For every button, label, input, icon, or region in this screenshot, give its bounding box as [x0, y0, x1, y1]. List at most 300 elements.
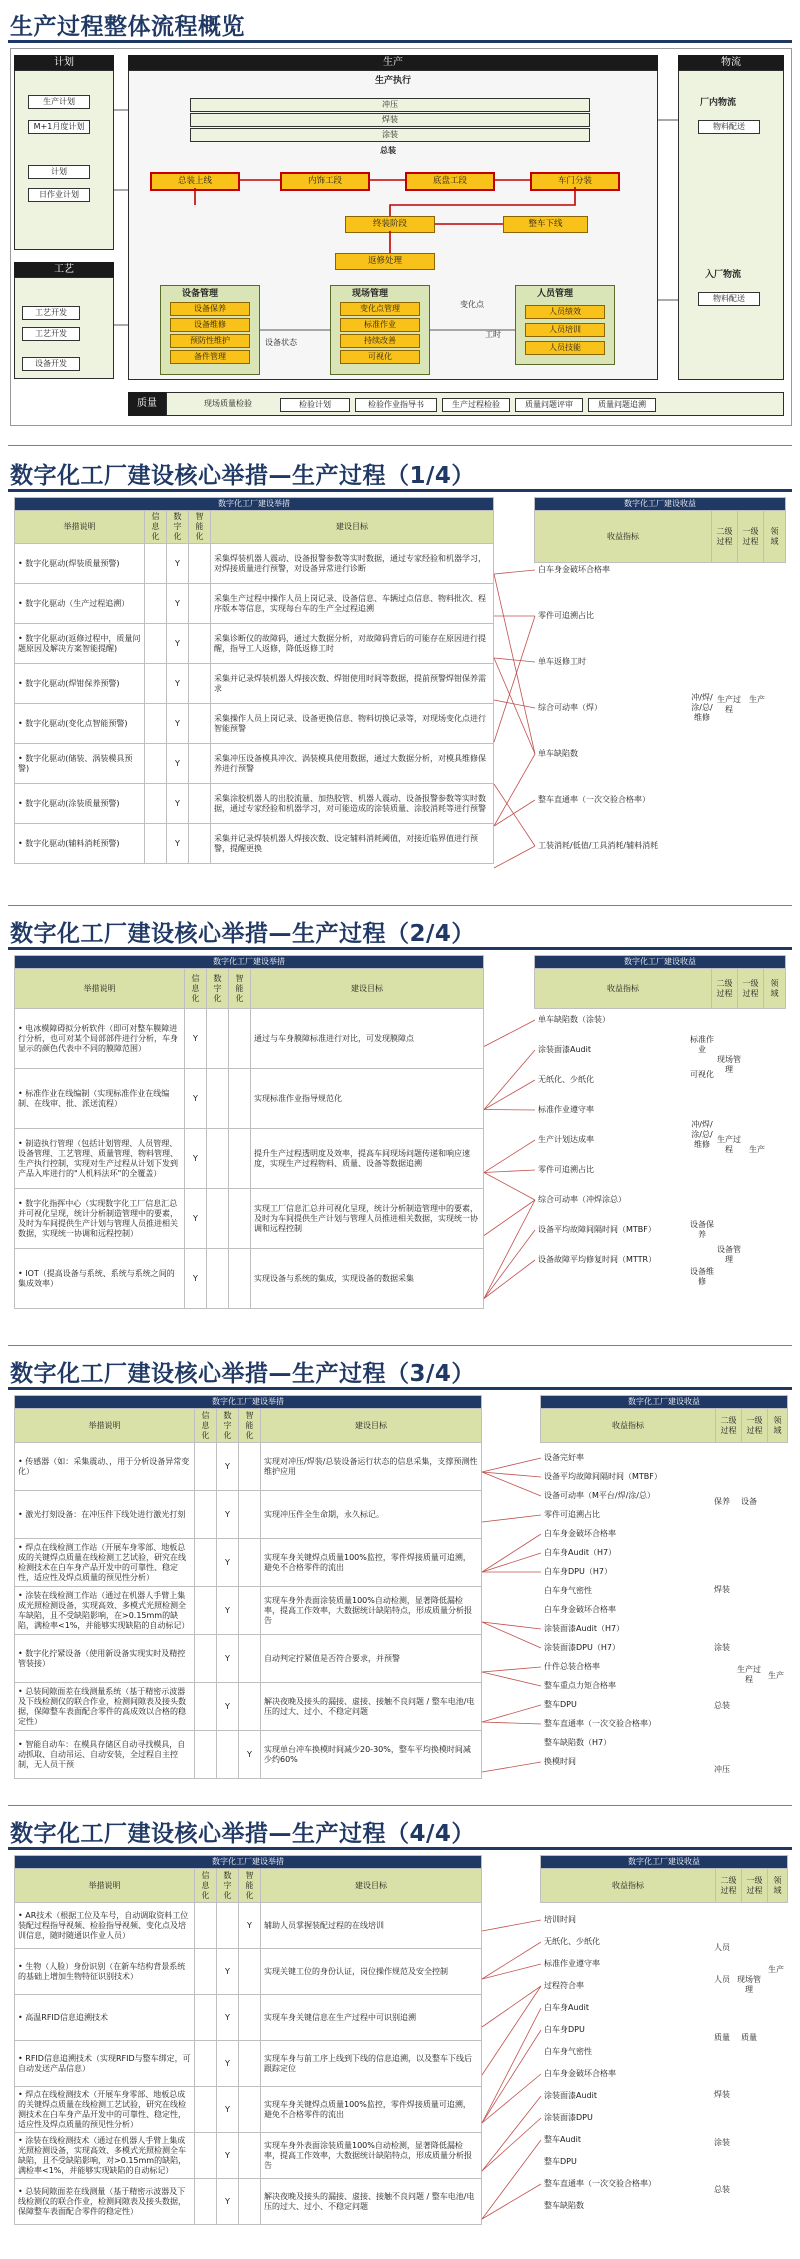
cell-desc: • 生物（人脸）身份识别（在新车结构背景系统的基础上增加生物特征识别技术）	[15, 1949, 195, 1995]
link-arrow	[484, 1110, 535, 1111]
p1-col-benefit: 收益指标	[535, 511, 712, 563]
cell-s	[189, 664, 211, 704]
craft-item-dev: 工艺开发	[22, 306, 80, 320]
cell-i	[195, 2133, 217, 2179]
table-row	[15, 824, 494, 864]
table-row	[15, 2133, 482, 2179]
p4-col-info: 信息化	[195, 1869, 217, 1903]
p1-col-l2: 二级过程	[712, 511, 738, 563]
cell-d: Y	[217, 2041, 239, 2087]
p4-col-digital: 数字化	[217, 1869, 239, 1903]
cell-goal: 实现车身关键焊点质量100%监控，零件焊接质量可追溯，避免不合格零件的流出	[261, 2087, 482, 2133]
cell-goal: 实现对冲压/焊装/总装设备运行状态的信息采集，支撑预测性维护应用	[261, 1443, 482, 1491]
cell-i	[145, 624, 167, 664]
p3-col-desc: 举措说明	[15, 1409, 195, 1443]
assembly-repair: 返修处理	[335, 253, 435, 270]
cell-i	[145, 544, 167, 584]
p4-measures-head: 数字化工厂建设举措	[15, 1856, 482, 1869]
cell-i	[195, 1731, 217, 1779]
cell-desc: • 传感器（如：采集震动、，用于分析设备异常变化）	[15, 1443, 195, 1491]
table-row	[15, 544, 494, 584]
link-arrow	[484, 1080, 535, 1110]
cell-goal: 解决夜晚及接头的漏接、虚接、接触不良问题 / 整车电池/电压的过大、过小、不稳定问题	[261, 1683, 482, 1731]
p1-l2: 冲/焊/涂/总/维修	[691, 693, 713, 722]
benefit-item: 设备完好率	[544, 1453, 584, 1462]
p1-benefits-table	[534, 497, 786, 563]
p4-l1-0: 人员	[714, 1975, 730, 1984]
cell-d: Y	[167, 584, 189, 624]
table-row	[15, 784, 494, 824]
cell-d: Y	[167, 624, 189, 664]
p2-col-info: 信息化	[185, 969, 207, 1009]
p1-col-goal: 建设目标	[211, 511, 494, 544]
benefit-item: 零件可追溯占比	[544, 1510, 600, 1519]
p4-col-domain: 领域	[768, 1869, 788, 1903]
cell-d	[217, 1903, 239, 1949]
page-title: 生产过程整体流程概览	[10, 14, 245, 40]
benefit-item: 白车身Audit	[544, 2003, 589, 2012]
section-p2	[0, 905, 800, 1345]
link-arrow	[494, 616, 535, 742]
cell-d	[207, 1249, 229, 1309]
cell-desc: • 涂装在线检测技术（通过在机器人手臂上集成光照检测设备，实现高效、多模式光照检测全车缺陷，且不受缺陷影响，对>0.15mm的缺陷，满检率<1%，并能够实现缺陷的自动标记）	[15, 2133, 195, 2179]
benefit-item: 设备可动率（M平台/焊/涂/总）	[544, 1491, 655, 1500]
cell-i	[195, 1443, 217, 1491]
craft-item-equip: 设备开发	[22, 357, 80, 371]
link-arrow	[482, 1534, 541, 1572]
quality-header: 质量	[128, 392, 166, 416]
link-arrow	[484, 1230, 535, 1299]
cell-desc: • 数字化驱动(焊钳保养预警)	[15, 664, 145, 704]
link-arrow	[482, 2096, 541, 2171]
p3-l2-0: 保养	[714, 1497, 730, 1506]
cell-desc: • 数字化驱动（生产过程追溯）	[15, 584, 145, 624]
people-item-perf: 人员绩效	[525, 305, 605, 319]
site-header: 现场管理	[352, 289, 389, 299]
p4-l2-1: 现场管理	[737, 1975, 761, 1994]
benefit-item: 白车身金破坏合格率	[544, 2069, 616, 2078]
table-row	[15, 1491, 482, 1539]
benefit-item: 整车直通率（一次交验合格率）	[538, 795, 650, 804]
equip-item-spares: 备件管理	[170, 350, 250, 364]
p2-col-l2: 二级过程	[712, 969, 738, 1009]
logistics-box	[678, 70, 784, 380]
cell-goal: 实现设备与系统的集成，实现设备的数据采集	[251, 1249, 484, 1309]
cell-s	[239, 1443, 261, 1491]
p3-l2-1: 设备	[741, 1497, 757, 1506]
plan-item-daily: 日作业计划	[28, 188, 90, 202]
cell-s	[239, 1995, 261, 2041]
quality-item-5: 质量问题追溯	[588, 398, 656, 412]
p4-col-benefit: 收益指标	[541, 1869, 716, 1903]
p3-col-info: 信息化	[195, 1409, 217, 1443]
cell-s: Y	[239, 1731, 261, 1779]
people-item-skill: 人员技能	[525, 341, 605, 355]
table-row	[15, 1249, 484, 1309]
benefit-item: 整车缺陷数（H7）	[544, 1738, 612, 1747]
cell-d	[207, 1069, 229, 1129]
p3-title: 数字化工厂建设核心举措—生产过程（3/4）	[10, 1361, 475, 1387]
p4-col-goal: 建设目标	[261, 1869, 482, 1903]
link-arrow	[494, 800, 535, 826]
link-arrow	[482, 1672, 541, 1686]
table-row	[15, 1949, 482, 1995]
p1-measures-head: 数字化工厂建设举措	[15, 498, 494, 511]
logistics-header: 物流	[678, 55, 784, 70]
cell-goal: 采集并记录焊装机器人焊接次数、焊钳使用时间等数据，提前预警焊钳保养需求	[211, 664, 494, 704]
benefit-item: 整车DPU	[544, 2157, 577, 2166]
p2-benefits-head: 数字化工厂建设收益	[535, 956, 786, 969]
benefit-item: 白车身金破坏合格率	[538, 565, 610, 574]
p4-measures-table	[14, 1855, 482, 2225]
p2-col-benefit: 收益指标	[535, 969, 712, 1009]
p3-l2-2: 焊装	[714, 1585, 730, 1594]
cell-i	[195, 1635, 217, 1683]
cell-s	[239, 1949, 261, 1995]
people-header: 人员管理	[537, 289, 574, 299]
link-arrow	[482, 2140, 541, 2219]
cell-goal: 实现关键工位的身份认证，岗位操作规范及安全控制	[261, 1949, 482, 1995]
benefit-item: 白车身气密性	[544, 1586, 592, 1595]
cell-goal: 实现工厂信息汇总并可视化呈现，统计分析制造管理中的要素，及时为车间提供生产计划与管理人员推进相关数据，实现统一协调和远程控制	[251, 1189, 484, 1249]
p2-l1-2: 设备管理	[717, 1245, 741, 1264]
link-arrow	[484, 1260, 535, 1299]
link-arrow	[484, 1200, 535, 1299]
benefit-item: 白车身DPU	[544, 2025, 585, 2034]
cell-i	[145, 824, 167, 864]
cell-goal: 采集涂胶机器人的出胶流量、加热胶管、机器人震动、设备报警参数等实时数据，通过专家经验和机器学习，对可能造成的涂装质量、涂胶消耗等进行预警	[211, 784, 494, 824]
cell-s	[239, 1635, 261, 1683]
link-arrow	[482, 1920, 541, 1931]
link-arrow	[484, 1170, 535, 1173]
link-arrow	[494, 658, 535, 662]
benefit-item: 整车缺陷数	[544, 2201, 584, 2210]
cell-d: Y	[217, 1491, 239, 1539]
cell-desc: • 数字化驱动(涂装质量预警)	[15, 784, 145, 824]
cell-d: Y	[167, 704, 189, 744]
benefit-item: 换模时间	[544, 1757, 576, 1766]
equip-item-maintain: 设备保养	[170, 302, 250, 316]
cell-d	[207, 1189, 229, 1249]
cell-s	[239, 2133, 261, 2179]
link-arrow	[482, 1722, 541, 1724]
table-row	[15, 1683, 482, 1731]
link-arrow	[484, 1173, 535, 1201]
cell-desc: • 电冰模障碍拟分析软件（即可对整车膜障进行分析，也可对某个局部部件进行分析，车身显示的颜色代表中不同的膜障范围）	[15, 1009, 185, 1069]
cell-goal: 通过与车身膜障标准进行对比，可发现膜障点	[251, 1009, 484, 1069]
cell-d: Y	[217, 2179, 239, 2225]
cell-desc: • 焊点在线检测工作站（开展车身零部、地板总成的关键焊点质量在线检测工艺试验，研究在线检测技术在白车身产品开发中的可靠性、稳定性，适应性及焊点质量的预见性分析）	[15, 1539, 195, 1587]
p2-l2-3: 设备保养	[690, 1220, 714, 1239]
table-row	[15, 1731, 482, 1779]
link-arrow	[482, 2118, 541, 2171]
cell-i: Y	[185, 1189, 207, 1249]
cell-desc: • 数字化指挥中心（实现数字化工厂信息汇总并可视化呈现，统计分析制造管理中的要素，及时为车间提供生产计划与管理人员推进相关数据，实现统一协调和远程控制）	[15, 1189, 185, 1249]
table-row	[15, 2041, 482, 2087]
benefit-item: 单车返修工时	[538, 657, 586, 666]
section-p1	[0, 445, 800, 905]
p3-col-smart: 智能化	[239, 1409, 261, 1443]
p3-col-digital: 数字化	[217, 1409, 239, 1443]
link-arrow	[482, 1472, 541, 1477]
table-row	[15, 1069, 484, 1129]
link-arrow	[482, 1458, 541, 1472]
benefit-item: 白车身金破坏合格率	[544, 1605, 616, 1614]
p2-benefits-table	[534, 955, 786, 1009]
p3-measures-head: 数字化工厂建设举措	[15, 1396, 482, 1409]
link-arrow	[482, 2008, 541, 2123]
cell-s	[229, 1249, 251, 1309]
cell-s	[189, 584, 211, 624]
flow-label-workhours: 工时	[485, 330, 501, 339]
p2-title: 数字化工厂建设核心举措—生产过程（2/4）	[10, 921, 475, 947]
plan-header: 计划	[14, 55, 114, 70]
cell-i: Y	[185, 1069, 207, 1129]
benefit-item: 无纸化、少纸化	[538, 1075, 594, 1084]
benefit-item: 涂装面漆DPU（H7）	[544, 1643, 620, 1652]
plan-item-production: 生产计划	[28, 95, 90, 109]
assembly-interior: 内饰工段	[280, 172, 370, 191]
line-welding: 焊装	[190, 113, 590, 127]
p3-l1-1: 生产过程	[737, 1665, 761, 1684]
cell-i	[145, 664, 167, 704]
logistics-inbound: 入厂物流	[705, 270, 742, 280]
cell-d: Y	[167, 664, 189, 704]
cell-i: Y	[185, 1249, 207, 1309]
cell-i	[195, 1949, 217, 1995]
cell-s	[229, 1009, 251, 1069]
cell-d: Y	[217, 1443, 239, 1491]
equip-item-repair: 设备维修	[170, 318, 250, 332]
p1-domain: 生产	[749, 695, 765, 704]
p2-domain: 生产	[749, 1145, 765, 1154]
cell-d: Y	[167, 784, 189, 824]
link-arrow	[482, 1986, 541, 2075]
cell-d: Y	[217, 1539, 239, 1587]
p4-l2-3: 焊装	[714, 2090, 730, 2099]
cell-s: Y	[239, 1903, 261, 1949]
cell-d: Y	[217, 1683, 239, 1731]
cell-desc: • AR技术（根据工位及车号，自动调取资料工位装配过程指导视频、检验指导视频、变化点及培训信息，随时随通识作业人员）	[15, 1903, 195, 1949]
link-arrow	[482, 1667, 541, 1672]
p1-col-l1: 一级过程	[738, 511, 764, 563]
cell-i	[195, 2087, 217, 2133]
p3-rule	[8, 1387, 792, 1390]
link-arrow	[482, 1986, 541, 2027]
table-row	[15, 1995, 482, 2041]
p2-rows	[15, 1009, 484, 1309]
p2-l2-1: 可视化	[690, 1070, 714, 1079]
p3-l2-5: 冲压	[714, 1765, 730, 1774]
benefit-item: 涂装面漆Audit	[544, 2091, 597, 2100]
link-arrow	[494, 784, 535, 846]
cell-s	[189, 544, 211, 584]
link-arrow	[482, 1622, 541, 1648]
benefit-item: 无纸化、少纸化	[544, 1937, 600, 1946]
link-arrow	[482, 2074, 541, 2123]
cell-d: Y	[217, 1587, 239, 1635]
cell-s	[239, 2041, 261, 2087]
divider	[8, 1345, 792, 1346]
cell-s	[229, 1129, 251, 1189]
cell-s	[189, 784, 211, 824]
link-arrow	[482, 1964, 541, 1979]
flow-label-changepoint: 变化点	[460, 300, 484, 309]
cell-goal: 采集诊断仪的故障码，通过大数据分析，对故障码背后的可能存在原因进行提醒，指导工人返修，降低返修工时	[211, 624, 494, 664]
p2-col-domain: 领域	[764, 969, 786, 1009]
table-row	[15, 1443, 482, 1491]
p1-col-desc: 举措说明	[15, 511, 145, 544]
link-arrow	[484, 1200, 535, 1236]
link-arrow	[482, 1472, 541, 1496]
cell-goal: 实现车身外表面涂装质量100%自动检测，显著降低漏检率，提高工作效率，大数据统计缺陷特点，形成质量分析报告	[261, 2133, 482, 2179]
p3-col-domain: 领域	[768, 1409, 788, 1443]
p4-col-l1: 一级过程	[742, 1869, 768, 1903]
table-row	[15, 2179, 482, 2225]
benefit-item: 整车直通率（一次交验合格率）	[544, 2179, 656, 2188]
cell-desc: • 数字化驱动(焊装质量预警)	[15, 544, 145, 584]
cell-d: Y	[217, 2133, 239, 2179]
p3-col-l1: 一级过程	[742, 1409, 768, 1443]
p4-benefits-head: 数字化工厂建设收益	[541, 1856, 788, 1869]
p4-l2-4: 涂装	[714, 2138, 730, 2147]
benefit-item: 单车缺陷数（涂装）	[538, 1015, 610, 1024]
link-arrow	[482, 1622, 541, 1629]
cell-goal: 解决夜晚及接头的漏接、虚接、接触不良问题 / 整车电池/电压的过大、过小、不稳定问题	[261, 2179, 482, 2225]
cell-desc: • 制造执行管理（包括计划管理、人员管理、设备管理、工艺管理、质量管理、物料管理、生产执行控制，实现对生产过程从计划下发到产品入库进行的"人机料法环"的全覆盖）	[15, 1129, 185, 1189]
cell-s	[189, 824, 211, 864]
p4-col-smart: 智能化	[239, 1869, 261, 1903]
p1-benefits-head: 数字化工厂建设收益	[535, 498, 786, 511]
site-item-standard: 标准作业	[340, 318, 420, 332]
cell-goal: 采集并记录焊装机器人焊接次数、设定辅料消耗阈值，对接近临界值进行预警，提醒更换	[211, 824, 494, 864]
cell-d	[217, 1731, 239, 1779]
benefit-item: 整车DPU	[544, 1700, 577, 1709]
cell-desc: • 涂装在线检测工作站（通过在机器人手臂上集成光照检测设备，实现高效、多模式光照检测全车缺陷，且不受缺陷影响，在>0.15mm的缺陷，满检率<1%，并能够实现缺陷的自动标记）	[15, 1587, 195, 1635]
cell-goal: 实现单台冲车换模时间减少20-30%，整车平均换模时间减少约60%	[261, 1731, 482, 1779]
cell-desc: • 数字化驱动(返修过程中，质量问题原因及解决方案智能提醒)	[15, 624, 145, 664]
p1-rule	[8, 489, 792, 492]
craft-item-dev2: 工艺开发	[22, 327, 80, 341]
benefit-item: 涂装面漆DPU	[544, 2113, 593, 2122]
p1-col-smart: 智能化	[189, 511, 211, 544]
p2-col-desc: 举措说明	[15, 969, 185, 1009]
cell-goal: 实现标准作业指导规范化	[251, 1069, 484, 1129]
link-arrow	[482, 1942, 541, 1979]
benefit-item: 综合可动率（冲焊涂总）	[538, 1195, 626, 1204]
cell-d: Y	[217, 1635, 239, 1683]
link-arrow	[494, 754, 535, 826]
p4-domain: 生产	[768, 1965, 784, 1974]
table-row	[15, 584, 494, 624]
p2-col-digital: 数字化	[207, 969, 229, 1009]
cell-goal: 自动判定拧紧值是否符合要求，并预警	[261, 1635, 482, 1683]
benefit-item: 设备平均故障间隔时间（MTBF）	[544, 1472, 662, 1481]
p3-col-goal: 建设目标	[261, 1409, 482, 1443]
p2-rule	[8, 947, 792, 950]
p2-col-goal: 建设目标	[251, 969, 484, 1009]
link-arrow	[494, 700, 535, 708]
table-row	[15, 1009, 484, 1069]
assembly-label: 总装	[380, 146, 396, 155]
site-item-change: 变化点管理	[340, 302, 420, 316]
p2-l1-1: 生产过程	[717, 1135, 741, 1154]
assembly-doors: 车门分装	[530, 172, 620, 191]
table-row	[15, 1189, 484, 1249]
cell-i: Y	[185, 1129, 207, 1189]
benefit-item: 白车身气密性	[544, 2047, 592, 2056]
p2-l2-0: 标准作业	[690, 1035, 714, 1054]
cell-s	[239, 1587, 261, 1635]
link-arrow	[482, 2030, 541, 2123]
p2-l1-0: 现场管理	[717, 1055, 741, 1074]
cell-goal: 采集生产过程中操作人员上岗记录、设备信息、车辆过点信息、物料批次、程序版本等信息，实现每台车的生产全过程追溯	[211, 584, 494, 624]
cell-s	[239, 1491, 261, 1539]
p3-benefits-head: 数字化工厂建设收益	[541, 1396, 788, 1409]
production-header: 生产	[128, 55, 658, 70]
cell-s	[189, 744, 211, 784]
table-row	[15, 2087, 482, 2133]
cell-d: Y	[167, 544, 189, 584]
section-p3	[0, 1345, 800, 1805]
cell-desc: • IOT（提高设备与系统、系统与系统之间的集成效率）	[15, 1249, 185, 1309]
production-exec-label: 生产执行	[375, 76, 412, 86]
p3-l2-3: 涂装	[714, 1643, 730, 1652]
benefit-item: 什件总装合格率	[544, 1662, 600, 1671]
assembly-offline: 整车下线	[503, 216, 588, 233]
benefit-item: 培训时间	[544, 1915, 576, 1924]
divider	[8, 1805, 792, 1806]
benefit-item: 标准作业遵守率	[544, 1959, 600, 1968]
p1-l1: 生产过程	[717, 695, 741, 714]
benefit-item: 过程符合率	[544, 1981, 584, 1990]
cell-i	[145, 784, 167, 824]
craft-header: 工艺	[14, 262, 114, 277]
benefit-item: 设备平均故障间隔时间（MTBF）	[538, 1225, 656, 1234]
table-row	[15, 624, 494, 664]
equip-item-preventive: 预防性维护	[170, 334, 250, 348]
benefit-item: 涂装面漆Audit	[538, 1045, 591, 1054]
p2-l2-4: 设备维修	[690, 1267, 714, 1286]
cell-s	[239, 1683, 261, 1731]
table-row	[15, 1539, 482, 1587]
logistics-inbound-factory: 厂内物流	[700, 98, 737, 108]
p4-title: 数字化工厂建设核心举措—生产过程（4/4）	[10, 1821, 475, 1847]
table-row	[15, 1635, 482, 1683]
p1-measures-table	[14, 497, 494, 864]
benefit-item: 零件可追溯占比	[538, 611, 594, 620]
cell-goal: 实现车身与前工序上线到下线的信息追溯，以及整车下线后跟踪定位	[261, 2041, 482, 2087]
cell-s	[239, 2087, 261, 2133]
logistics-inbound-item: 物料配送	[698, 120, 760, 134]
benefit-item: 整车Audit	[544, 2135, 581, 2144]
quality-item-1: 检验计划	[280, 398, 350, 412]
divider	[8, 445, 792, 446]
quality-item-0: 现场质量检验	[204, 399, 252, 408]
cell-desc: • 焊点在线检测技术（开展车身零部、地板总成的关键焊点质量在线检测工艺试验，研究在线检测技术在白车身产品开发中的可靠性、稳定性，适应性及焊点质量的预见性分析）	[15, 2087, 195, 2133]
p3-measures-table	[14, 1395, 482, 1779]
cell-d: Y	[167, 824, 189, 864]
plan-item-plan: 计划	[28, 165, 90, 179]
cell-s	[189, 704, 211, 744]
link-arrow	[484, 1050, 535, 1110]
p4-col-l2: 二级过程	[716, 1869, 742, 1903]
cell-goal: 采集冲压设备模具冲次、涡装模具使用数据，通过大数据分析，对模具维修保养进行预警	[211, 744, 494, 784]
benefit-item: 白车身DPU（H7）	[544, 1567, 612, 1576]
link-arrow	[482, 1515, 541, 1522]
cell-goal: 提升生产过程透明度及效率，提高车间现场问题传递和响应速度，实现生产过程物料、质量、设备等数据追溯	[251, 1129, 484, 1189]
cell-desc: • 数字化驱动(变化点智能预警)	[15, 704, 145, 744]
